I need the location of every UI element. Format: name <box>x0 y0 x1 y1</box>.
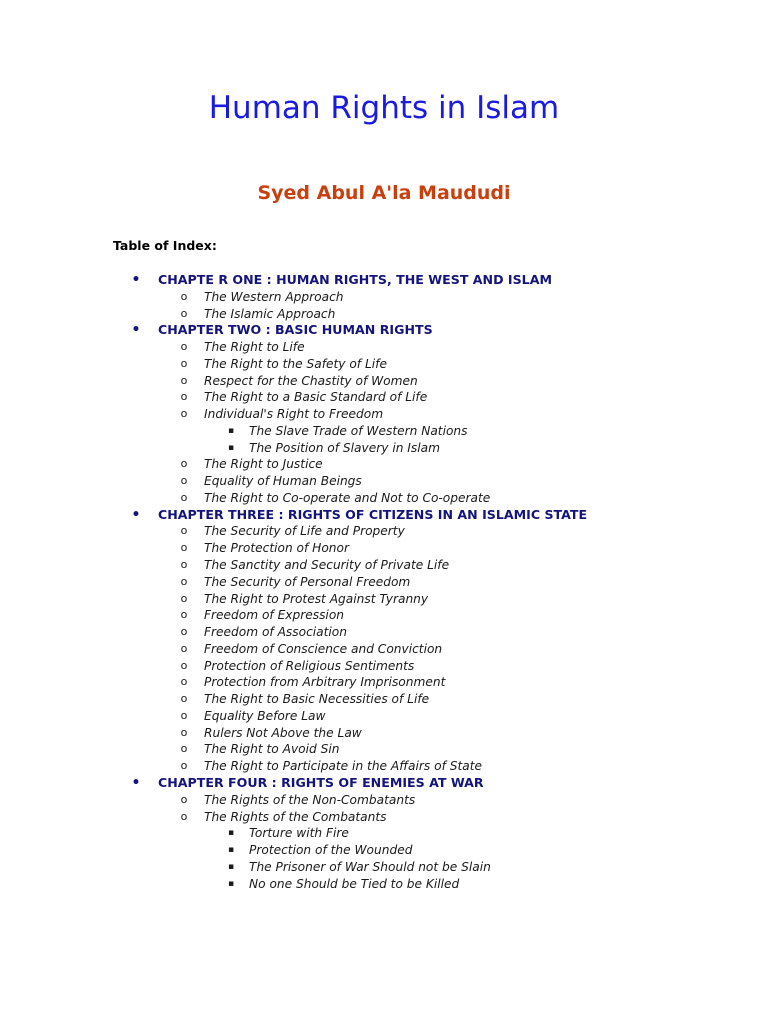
toc-section-item[interactable] <box>0 306 768 323</box>
toc-section-item-label: The Right to Avoid Sin <box>204 742 340 757</box>
list-bullet-icon: o <box>180 490 188 504</box>
toc-section-item[interactable] <box>0 490 768 507</box>
toc-section-item-label: Freedom of Association <box>204 625 347 640</box>
list-bullet-icon: ▪ <box>227 861 235 872</box>
list-bullet-icon: o <box>180 641 188 655</box>
list-bullet-icon: o <box>180 759 188 773</box>
toc-section-item[interactable] <box>0 456 768 473</box>
toc-chapter-item-label: CHAPTER TWO : BASIC HUMAN RIGHTS <box>158 322 433 338</box>
list-bullet-icon: o <box>180 792 188 806</box>
toc-section-item-label: The Rights of the Combatants <box>204 809 387 824</box>
toc-subsection-item-label: The Slave Trade of Western Nations <box>249 423 468 438</box>
list-bullet-icon: o <box>180 574 188 588</box>
toc-section-item[interactable] <box>0 406 768 423</box>
toc-section-item-label: The Right to the Safety of Life <box>204 356 387 371</box>
toc-chapter-item-label: CHAPTE R ONE : HUMAN RIGHTS, THE WEST AND ISLAM <box>158 272 552 287</box>
toc-section-item-label: The Protection of Honor <box>204 541 349 556</box>
list-bullet-icon: o <box>180 608 188 622</box>
toc-section-item[interactable] <box>0 289 768 306</box>
list-bullet-icon: o <box>180 474 188 488</box>
list-bullet-icon: o <box>180 356 188 370</box>
list-bullet-icon: ▪ <box>227 425 235 436</box>
toc-section-item-label: The Right to Co-operate and Not to Co-operate <box>204 490 491 505</box>
toc-heading: Table of Index: <box>113 238 217 253</box>
toc-section-item[interactable] <box>0 792 768 809</box>
toc-section-item-label: The Sanctity and Security of Private Life <box>204 558 450 573</box>
list-bullet-icon: o <box>180 524 188 538</box>
toc-section-item-label: The Right to a Basic Standard of Life <box>204 390 428 405</box>
list-bullet-icon: o <box>180 708 188 722</box>
list-bullet-icon: o <box>180 340 188 354</box>
toc-section-item-label: Individual's Right to Freedom <box>204 407 384 422</box>
document-author: Syed Abul A'la Maududi <box>257 182 511 204</box>
toc-subsection-item[interactable] <box>0 842 768 859</box>
toc-section-item[interactable] <box>0 540 768 557</box>
list-bullet-icon: ▪ <box>227 845 235 856</box>
list-bullet-icon: ▪ <box>227 442 235 453</box>
list-bullet-icon: ▪ <box>227 878 235 889</box>
toc-section-item[interactable] <box>0 373 768 390</box>
toc-subsection-item-label: Torture with Fire <box>249 826 349 841</box>
toc-section-item-label: Equality of Human Beings <box>204 474 362 489</box>
toc-section-item[interactable] <box>0 591 768 608</box>
toc-subsection-item-label: No one Should be Tied to be Killed <box>249 876 460 891</box>
toc-section-item-label: The Right to Protest Against Tyranny <box>204 591 429 606</box>
list-bullet-icon: • <box>131 322 141 339</box>
toc-section-item[interactable] <box>0 674 768 691</box>
list-bullet-icon: o <box>180 725 188 739</box>
toc-subsection-item-label: The Prisoner of War Should not be Slain <box>249 859 491 874</box>
toc-section-item-label: Rulers Not Above the Law <box>204 725 362 740</box>
document-title: Human Rights in Islam <box>208 90 560 126</box>
toc-subsection-item[interactable] <box>0 859 768 876</box>
toc-subsection-item[interactable] <box>0 876 768 893</box>
list-bullet-icon: o <box>180 558 188 572</box>
toc-chapter-item[interactable] <box>0 322 768 339</box>
toc-section-item-label: The Islamic Approach <box>204 306 336 321</box>
list-bullet-icon: o <box>180 541 188 555</box>
toc-subsection-item-label: The Position of Slavery in Islam <box>249 440 440 455</box>
toc-section-item[interactable] <box>0 809 768 826</box>
toc-section-item-label: Protection from Arbitrary Imprisonment <box>204 675 446 690</box>
list-bullet-icon: ▪ <box>227 828 235 839</box>
list-bullet-icon: o <box>180 373 188 387</box>
toc-section-item[interactable] <box>0 523 768 540</box>
toc-section-item-label: Freedom of Expression <box>204 608 345 623</box>
toc-section-item-label: The Security of Life and Property <box>204 524 405 539</box>
toc-section-item-label: The Security of Personal Freedom <box>204 574 411 589</box>
toc-section-item-label: Freedom of Conscience and Conviction <box>204 641 443 656</box>
toc-section-item-label: The Right to Justice <box>204 457 323 472</box>
toc-section-item[interactable] <box>0 691 768 708</box>
toc-chapter-item[interactable] <box>0 272 768 289</box>
toc-chapter-item[interactable] <box>0 507 768 524</box>
toc-section-item-label: The Rights of the Non-Combatants <box>204 792 416 807</box>
toc-section-item[interactable] <box>0 574 768 591</box>
toc-chapter-item-label: CHAPTER FOUR : RIGHTS OF ENEMIES AT WAR <box>158 774 484 790</box>
list-bullet-icon: o <box>180 390 188 404</box>
toc-section-item[interactable] <box>0 389 768 406</box>
list-bullet-icon: o <box>180 457 188 471</box>
list-bullet-icon: o <box>180 306 188 320</box>
toc-section-item-label: The Western Approach <box>204 289 344 304</box>
toc-section-item[interactable] <box>0 473 768 490</box>
toc-section-item[interactable] <box>0 339 768 356</box>
toc-section-item-label: Respect for the Chastity of Women <box>204 373 418 388</box>
toc-subsection-item-label: Protection of the Wounded <box>249 843 413 858</box>
toc-section-item[interactable] <box>0 741 768 758</box>
list-bullet-icon: o <box>180 289 188 303</box>
toc-subsection-item[interactable] <box>0 825 768 842</box>
list-bullet-icon: • <box>131 272 141 288</box>
toc-chapter-item[interactable] <box>0 775 768 792</box>
list-bullet-icon: o <box>180 692 188 706</box>
list-bullet-icon: • <box>131 506 141 523</box>
toc-section-item-label: Equality Before Law <box>204 708 326 723</box>
toc-section-item[interactable] <box>0 624 768 641</box>
list-bullet-icon: o <box>180 675 188 689</box>
table-of-contents <box>0 272 768 892</box>
toc-section-item[interactable] <box>0 356 768 373</box>
toc-section-item-label: The Right to Life <box>204 340 305 355</box>
toc-section-item[interactable] <box>0 758 768 775</box>
toc-chapter-item-label: CHAPTER THREE : RIGHTS OF CITIZENS IN AN ISLAMIC STATE <box>158 506 588 522</box>
toc-section-item-label: Protection of Religious Sentiments <box>204 658 415 673</box>
list-bullet-icon: o <box>180 658 188 672</box>
list-bullet-icon: o <box>180 407 188 421</box>
toc-subsection-item[interactable] <box>0 423 768 440</box>
toc-section-item[interactable] <box>0 557 768 574</box>
list-bullet-icon: o <box>180 591 188 605</box>
list-bullet-icon: o <box>180 625 188 639</box>
toc-section-item[interactable] <box>0 658 768 675</box>
toc-section-item-label: The Right to Basic Necessities of Life <box>204 692 430 707</box>
toc-section-item[interactable] <box>0 708 768 725</box>
list-bullet-icon: o <box>180 742 188 756</box>
toc-section-item-label: The Right to Participate in the Affairs of State <box>204 759 483 774</box>
toc-section-item[interactable] <box>0 607 768 624</box>
toc-section-item[interactable] <box>0 641 768 658</box>
toc-section-item[interactable] <box>0 725 768 742</box>
list-bullet-icon: • <box>131 774 141 791</box>
list-bullet-icon: o <box>180 809 188 823</box>
toc-subsection-item[interactable] <box>0 440 768 457</box>
